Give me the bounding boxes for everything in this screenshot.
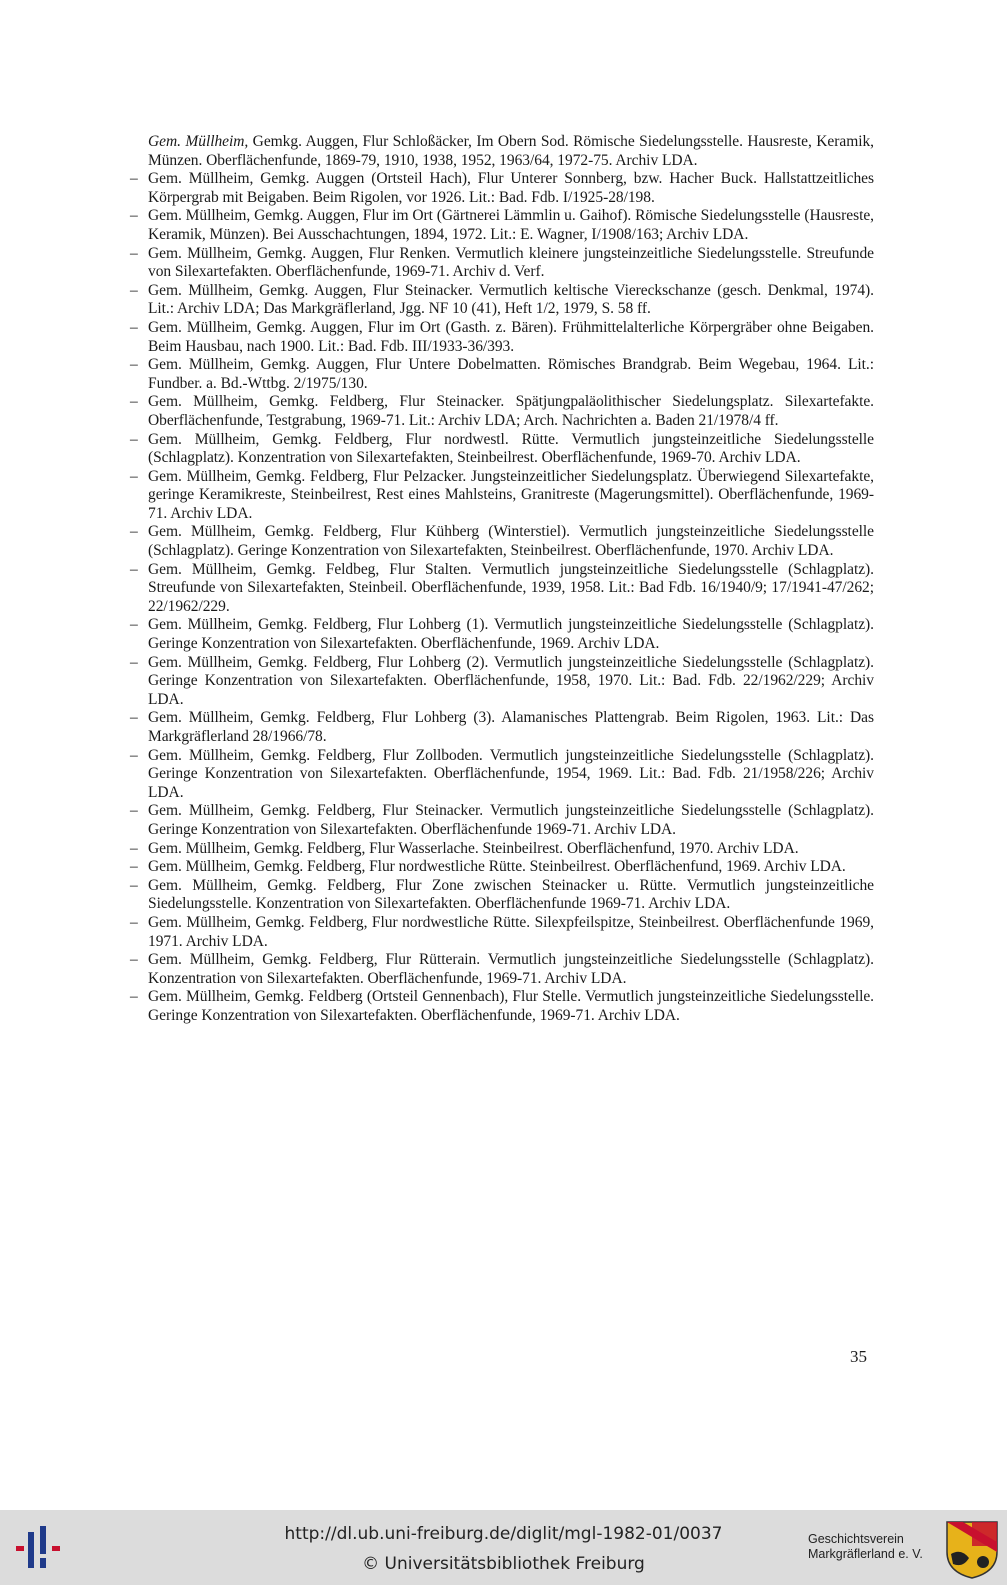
entry-text: Gem. Müllheim, Gemkg. Feldberg, Flur Zone zwischen Steinacker u. Rütte. Vermutlich jungsteinzeitliche Siedelungsstelle. Konzentration von Silexartefakten. Oberflächenfunde 1969-71. Archiv LDA. [148, 876, 874, 913]
entry-text: Gem. Müllheim, Gemkg. Feldberg, Flur Rütterain. Vermutlich jungsteinzeitliche Siedelungsstelle (Schlagplatz). Konzentration von Silexartefakten. Oberflächenfunde, 1969-71. Archiv LDA. [148, 951, 874, 987]
entry-text: Gem. Müllheim, Gemkg. Feldberg, Flur Pelzacker. Jungsteinzeitlicher Siedelungsplatz. Überwiegend Silexartefakte, geringe Keramikreste, Steinbeilrest, Rest eines Mahlsteins, Granitreste (Magerungsmittel). Oberflächenfunde, 1969-71. Archiv LDA. [148, 467, 874, 522]
entry [148, 207, 874, 244]
society-name-line1: Geschichtsverein [808, 1532, 904, 1546]
entry [148, 802, 874, 839]
entry [148, 840, 874, 859]
entry-text: Gem. Müllheim, Gemkg. Feldberg, Flur Lohberg (1). Vermutlich jungsteinzeitliche Siedelungsstelle (Schlagplatz). Geringe Konzentration von Silexartefakten. Oberflächenfunde, 1969. Archiv LDA. [148, 616, 874, 653]
society-name [808, 1532, 936, 1562]
entry-text: Gem. Müllheim, Gemkg. Feldberg, Flur Steinacker. Vermutlich jungsteinzeitliche Siedelungsstelle (Schlagplatz). Geringe Konzentration von Silexartefakten. Oberflächenfunde 1969-71. Archiv LDA. [148, 802, 874, 838]
entry-text: Gem. Müllheim, Gemkg. Auggen, Flur im Ort (Gasth. z. Bären). Frühmittelalterliche Körpergräber ohne Beigaben. Beim Hausbau, nach 1900. Lit.: Bad. Fdb. III/1933-36/393. [148, 318, 874, 355]
entry-text: Gem. Müllheim, Gemkg. Feldberg, Flur Lohberg (2). Vermutlich jungsteinzeitliche Siedelungsstelle (Schlagplatz). Geringe Konzentration von Silexartefakten. Oberflächenfunde, 1958, 1970. Lit.: Bad. Fdb. 22/1962/229; Archiv LDA. [148, 653, 874, 708]
page-number: 35 [850, 1347, 867, 1366]
entry-text: Gem. Müllheim, Gemkg. Feldberg, Flur Zollboden. Vermutlich jungsteinzeitliche Siedelungsstelle (Schlagplatz). Geringe Konzentration von Silexartefakten. Oberflächenfunde, 1954, 1969. Lit.: Bad. Fdb. 21/1958/226; Archiv LDA. [148, 746, 874, 801]
entry-text: Gem. Müllheim, Gemkg. Auggen, Flur im Ort (Gärtnerei Lämmlin u. Gaihof). Römische Siedelungsstelle (Hausreste, Keramik, Münzen). Bei Ausschachtungen, 1894, 1972. Lit.: E. Wagner, I/1908/163; Archiv LDA. [148, 207, 874, 243]
entry [148, 951, 874, 988]
entry-text: Gem. Müllheim, Gemkg. Feldbeg, Flur Stalten. Vermutlich jungsteinzeitliche Siedelungsstelle (Schlagplatz). Streufunde von Silexartefakten, Steinbeil. Oberflächenfunde, 1939, 1958. Lit.: Bad Fdb. 16/1940/9; 17/1941-47/262; 22/1962/229. [148, 560, 874, 615]
entry-text: Gem. Müllheim, Gemkg. Feldberg, Flur nordwestliche Rütte. Steinbeilrest. Oberflächenfund, 1969. Archiv LDA. [148, 858, 846, 876]
entry-text: Gem. Müllheim, Gemkg. Feldberg, Flur Wasserlache. Steinbeilrest. Oberflächenfund, 1970. Archiv LDA. [148, 839, 799, 857]
entry-text: Gem. Müllheim, Gemkg. Auggen, Flur Untere Dobelmatten. Römisches Brandgrab. Beim Wegebau, 1964. Lit.: Fundber. a. Bd.-Wttbg. 2/1975/130. [148, 356, 874, 392]
entry-text: Gemkg. Auggen, Flur Schloßäcker, Im Obern Sod. Römische Siedelungsstelle. Hausreste, Keramik, Münzen. Oberflächenfunde, 1869-79, 1910, 1938, 1952, 1963/64, 1972-75. Archiv LDA. [148, 133, 874, 169]
entry-text: Gem. Müllheim, Gemkg. Feldberg (Ortsteil Gennenbach), Flur Stelle. Vermutlich jungsteinzeitliche Siedelungsstelle. Geringe Konzentration von Silexartefakten. Oberflächenfunde, 1969-71. Archiv LDA. [148, 988, 874, 1024]
entry [148, 523, 874, 560]
entry [148, 988, 874, 1025]
society-name-line2: Markgräflerland e. V. [808, 1547, 923, 1561]
entry-list [148, 133, 874, 1026]
entry-text: Gem. Müllheim, Gemkg. Auggen, Flur Renken. Vermutlich kleinere jungsteinzeitliche Siedelungsstelle. Streufunde von Silexartefakten. Oberflächenfunde, 1969-71. Archiv d. Verf. [148, 244, 874, 281]
entry [148, 393, 874, 430]
entry [148, 877, 874, 914]
footer-copyright: © Universitätsbibliothek Freiburg [362, 1554, 645, 1574]
entry [148, 282, 874, 319]
entry [148, 654, 874, 710]
entry [148, 170, 874, 207]
entry [148, 709, 874, 746]
entry-text: Gem. Müllheim, Gemkg. Auggen (Ortsteil Hach), Flur Unterer Sonnberg, bzw. Hacher Buck. Hallstattzeitliches Körpergrab mit Beigaben. Beim Rigolen, vor 1926. Lit.: Bad. Fdb. I/1925-28/198. [148, 170, 874, 206]
entry [148, 561, 874, 617]
entry [148, 914, 874, 951]
entry [148, 133, 874, 170]
entry [148, 431, 874, 468]
entry-place: Gem. Müllheim, [148, 133, 249, 150]
footer-url-link[interactable]: http://dl.ub.uni-freiburg.de/diglit/mgl-1982-01/0037 [284, 1524, 723, 1544]
entry-text: Gem. Müllheim, Gemkg. Feldberg, Flur nordwestliche Rütte. Silexpfeilspitze, Steinbeilrest. Oberflächenfunde 1969, 1971. Archiv LDA. [148, 913, 874, 950]
entry [148, 616, 874, 653]
entry [148, 747, 874, 803]
entry [148, 356, 874, 393]
markgraeflerland-crest-icon[interactable] [943, 1518, 1001, 1580]
entry-text: Gem. Müllheim, Gemkg. Feldberg, Flur Lohberg (3). Alamanisches Plattengrab. Beim Rigolen, 1963. Lit.: Das Markgräflerland 28/1966/78. [148, 709, 874, 745]
entry [148, 468, 874, 524]
entry-text: Gem. Müllheim, Gemkg. Auggen, Flur Steinacker. Vermutlich keltische Viereckschanze (gesch. Denkmal, 1974). Lit.: Archiv LDA; Das Markgräflerland, Jgg. NF 10 (41), Heft 1/2, 1979, S. 58 ff. [148, 281, 874, 318]
entry [148, 245, 874, 282]
footer-bar [0, 1510, 1007, 1585]
entry [148, 319, 874, 356]
entry [148, 858, 874, 877]
entry-text: Gem. Müllheim, Gemkg. Feldberg, Flur Steinacker. Spätjungpaläolithischer Siedelungsplatz. Silexartefakte. Oberflächenfunde, Testgrabung, 1969-71. Lit.: Archiv LDA; Arch. Nachrichten a. Baden 21/1978/4 ff. [148, 393, 874, 429]
entry-text: Gem. Müllheim, Gemkg. Feldberg, Flur Kühberg (Winterstiel). Vermutlich jungsteinzeitliche Siedelungsstelle (Schlagplatz). Geringe Konzentration von Silexartefakten, Steinbeilrest. Oberflächenfunde, 1970. Archiv LDA. [148, 523, 874, 560]
entry-text: Gem. Müllheim, Gemkg. Feldberg, Flur nordwestl. Rütte. Vermutlich jungsteinzeitliche Siedelungsstelle (Schlagplatz). Konzentration von Silexartefakten, Steinbeilrest. Oberflächenfunde, 1969-70. Archiv LDA. [148, 430, 874, 467]
